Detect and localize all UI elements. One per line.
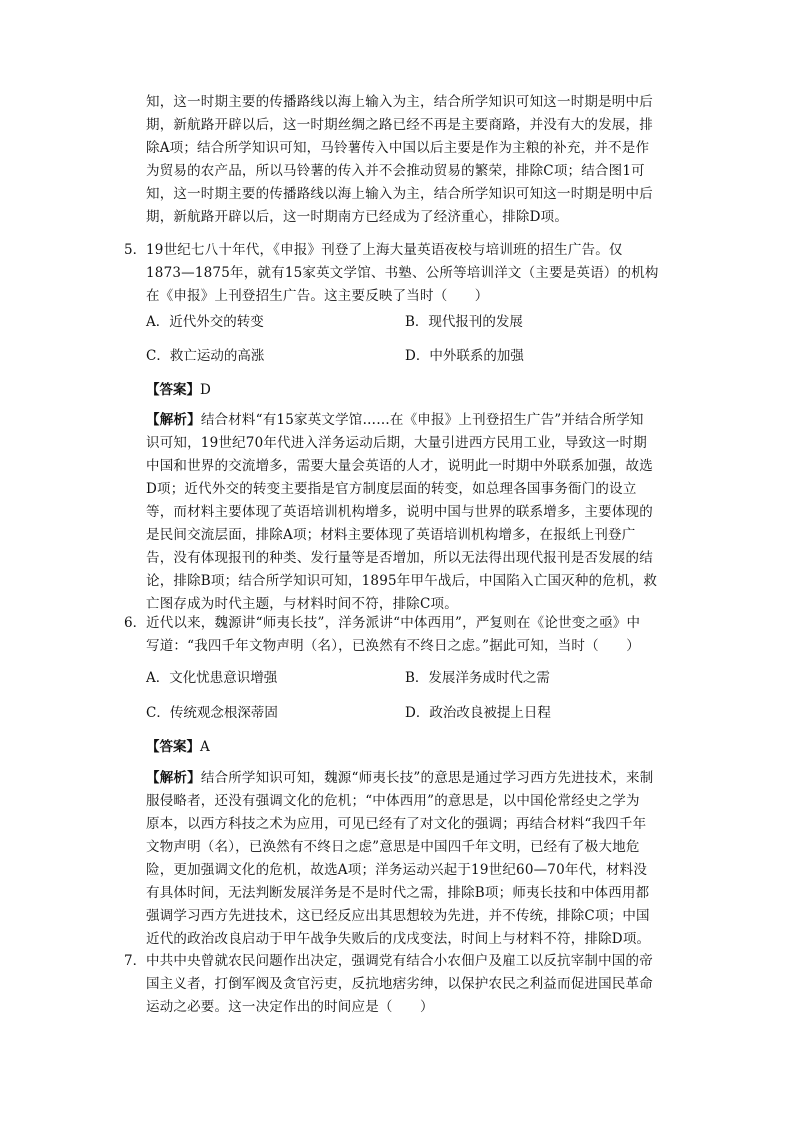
text-line: 告，没有体现报刊的种类、发行量等是否增加，所以无法得出现代报刊是否发展的结 (146, 550, 653, 566)
previous-analysis-continuation (146, 91, 653, 229)
analysis-text: 结合材料“有15家英文学馆……在《申报》上刊登招生广告”并结合所学知 (200, 412, 644, 428)
text-line: 是民间交流层面，排除A项；材料主要体现了英语培训机构增多，在报纸上刊登广 (146, 527, 636, 543)
text-line: 近代的政治改良启动于甲午战争失败后的戊戌变法，时间上与材料不符，排除D项。 (146, 931, 651, 947)
option-c: C．传统观念根深蒂固 (146, 705, 278, 721)
text-line: 1873—1875年，就有15家英文学馆、书塾、公所等培训洋文（主要是英语）的机构 (146, 265, 659, 281)
answer (146, 379, 211, 402)
text-line: 期，新航路开辟以后，这一时期丝绸之路已经不再是主要商路，并没有大的发展，排 (146, 117, 653, 133)
text-line: 除A项；结合所学知识可知，马铃薯传入中国以后主要是作为主粮的补充，并不是作 (146, 140, 650, 156)
option-b: B．发展洋务成时代之需 (405, 670, 550, 686)
text-line: 中国和世界的交流增多，需要大量会英语的人才，说明此一时期中外联系加强，故选 (146, 458, 653, 474)
analysis (146, 767, 653, 951)
text-line: 知，这一时期主要的传播路线以海上输入为主，结合所学知识可知这一时期是明中后 (146, 94, 653, 110)
text-line: 强调学习西方先进技术，这已经反应出其思想较为先进，并不传统，排除C项；中国 (146, 908, 650, 924)
answer-value: A (200, 739, 210, 755)
text-line: 有具体时间，无法判断发展洋务是不是时代之需，排除B项；师夷长技和中体西用都 (146, 885, 650, 901)
text-line: 在《申报》上刊登招生广告。这主要反映了当时（ ） (146, 288, 489, 304)
answer-value: D (200, 382, 211, 398)
text-line: 等，而材料主要体现了英语培训机构增多，说明中国与世界的联系增多，主要体现的 (146, 504, 653, 520)
text-line: 论，排除B项；结合所学知识可知，1895年甲午战后，中国陷入亡国灭种的危机，救 (146, 573, 658, 589)
text-line: 险，更加强调文化的危机，故选A项；洋务运动兴起于19世纪60—70年代，材料没 (146, 862, 648, 878)
option-a: A．文化忧患意识增强 (146, 670, 278, 686)
answer-label: 【答案】 (146, 382, 200, 398)
text-line: 原本，以西方科技之术为应用，可见已经有了对文化的强调；再结合材料“我四千年 (146, 816, 647, 832)
analysis-text: 结合所学知识可知，魏源“师夷长技”的意思是通过学习西方先进技术，来制 (200, 770, 654, 786)
text-line: 服侵略者，还没有强调文化的危机；“中体西用”的意思是，以中国伦常经史之学为 (146, 793, 640, 809)
text-line: 国主义者，打倒军阀及贪官污吏，反抗地痞劣绅，以保护农民之利益而促进国民革命 (146, 976, 653, 992)
answer-label: 【答案】 (146, 739, 200, 755)
question-stem (146, 612, 640, 658)
text-line: 写道：“我四千年文物声明（名），已涣然有不终日之虑。”据此可知，当时（ ） (146, 638, 640, 654)
text-line: 知，这一时期主要的传播路线以海上输入为主，结合所学知识可知这一时期是明中后 (146, 186, 653, 202)
text-line: 为贸易的农产品，所以马铃薯的传入并不会推动贸易的繁荣，排除C项；结合图1可 (146, 163, 645, 179)
text-line: 近代以来，魏源讲“师夷长技”，洋务派讲“中体西用”，严复则在《论世变之亟》中 (146, 615, 641, 631)
text-line: 中共中央曾就农民问题作出决定，强调党有结合小农佃户及雇工以反抗宰制中国的帝 (146, 953, 653, 969)
option-c: C．救亡运动的高涨 (146, 348, 265, 364)
answer (146, 736, 210, 759)
text-line: 亡图存成为时代主题，与材料时间不符，排除C项。 (146, 596, 458, 612)
analysis-label: 【解析】 (146, 770, 201, 786)
text-line: 识可知，19世纪70年代进入洋务运动后期，大量引进西方民用工业，导致这一时期 (146, 435, 647, 451)
analysis-label: 【解析】 (146, 412, 201, 428)
text-line: 文物声明（名），已涣然有不终日之虑”意思是中国四千年文明，已经有了极大地危 (146, 839, 640, 855)
option-d: D．政治改良被提上日程 (405, 705, 551, 721)
option-d: D．中外联系的加强 (405, 348, 524, 364)
text-line (146, 767, 653, 790)
text-line: 运动之必要。这一决定作出的时间应是（ ） (146, 999, 434, 1015)
text-line: 19世纪七八十年代，《申报》刊登了上海大量英语夜校与培训班的招生广告。仅 (146, 242, 623, 258)
question-number: 5． (124, 242, 147, 258)
question-stem (146, 950, 653, 1019)
text-line: D项；近代外交的转变主要指是官方制度层面的转变，如总理各国事务衙门的设立 (146, 481, 637, 497)
option-a: A．近代外交的转变 (146, 314, 264, 330)
text-line (146, 409, 657, 432)
question-number: 7． (124, 953, 147, 969)
text-line: 期，新航路开辟以后，这一时期南方已经成为了经济重心，排除D项。 (146, 209, 569, 225)
option-b: B．现代报刊的发展 (405, 314, 523, 330)
analysis (146, 409, 657, 616)
question-number: 6． (124, 615, 147, 631)
question-stem (146, 239, 659, 308)
